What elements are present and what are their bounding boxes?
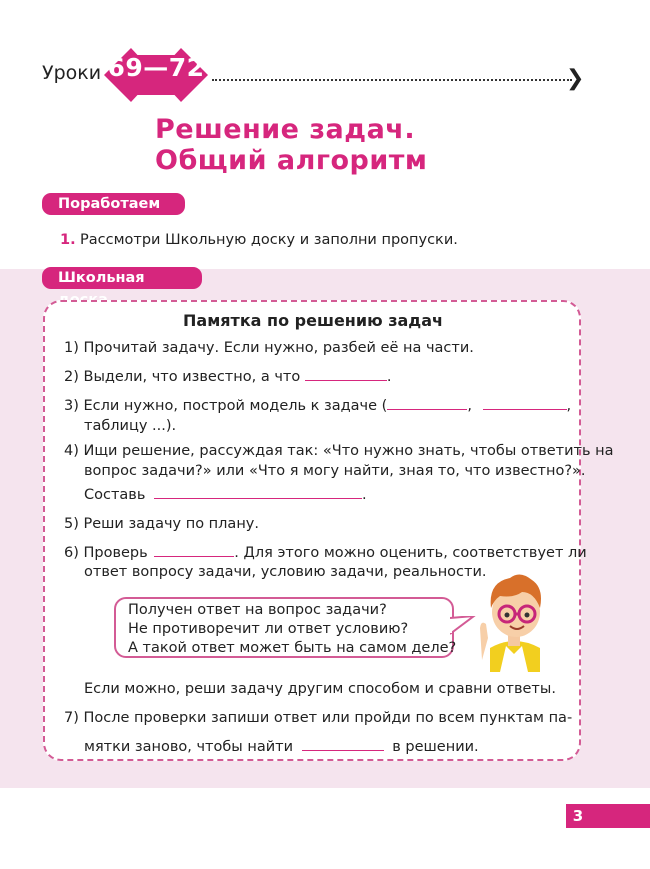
blank-field[interactable] bbox=[483, 396, 567, 410]
arrow-right-icon: ❯ bbox=[566, 66, 585, 91]
dotted-line bbox=[212, 79, 572, 81]
blank-field[interactable] bbox=[154, 543, 234, 557]
step-4-line-1: 4) Ищи решение, рассуждая так: «Что нужно знать, чтобы ответить на bbox=[64, 443, 614, 459]
blank-field[interactable] bbox=[387, 396, 467, 410]
step-2-end: . bbox=[386, 369, 392, 385]
board-heading: Памятка по решению задач bbox=[183, 311, 443, 330]
step-7-line-2 bbox=[84, 737, 479, 758]
step-3-end: , bbox=[566, 398, 572, 414]
title-line-2: Общий алгоритм bbox=[155, 145, 428, 176]
bubble-line-1: Получен ответ на вопрос задачи? bbox=[128, 602, 387, 618]
compose-line bbox=[84, 485, 367, 506]
step-1: 1) Прочитай задачу. Если нужно, разбей её на части. bbox=[64, 340, 474, 356]
task-text: Рассмотри Школьную доску и заполни пропуски. bbox=[80, 232, 458, 248]
bubble-line-3: А такой ответ может быть на самом деле? bbox=[128, 640, 457, 656]
lessons-word: Уроки bbox=[42, 62, 102, 84]
step-6-line-1 bbox=[64, 543, 587, 564]
bubble-line-2: Не противоречит ли ответ условию? bbox=[128, 621, 409, 637]
step-6-cont: . Для этого можно оценить, соответствует ли bbox=[234, 545, 587, 561]
step-4-line-2: вопрос задачи?» или «Что я могу найти, зная то, что известно?». bbox=[84, 463, 586, 479]
page-title bbox=[155, 114, 428, 176]
step-7-end: в решении. bbox=[392, 739, 479, 755]
boy-character-icon bbox=[474, 568, 554, 672]
section-label-board: Школьная bbox=[42, 267, 202, 289]
section-label-work: Поработаем bbox=[42, 193, 185, 215]
compose-end: . bbox=[362, 487, 367, 503]
step-3-text: 3) Если нужно, построй модель к задаче ( bbox=[64, 398, 388, 414]
step-2 bbox=[64, 367, 391, 388]
step-2-text: 2) Выдели, что известно, а что bbox=[64, 369, 301, 385]
step-6-line-2: ответ вопросу задачи, условию задачи, реальности. bbox=[84, 564, 487, 580]
step-3 bbox=[64, 396, 571, 417]
step-5: 5) Реши задачу по плану. bbox=[64, 516, 259, 532]
step-7-text: мятки заново, чтобы найти bbox=[84, 739, 294, 755]
title-line-1: Решение задач. bbox=[155, 114, 416, 145]
bubble-text bbox=[128, 601, 456, 658]
step-3-cont: таблицу ...). bbox=[84, 418, 177, 434]
page-number: 3 bbox=[572, 807, 584, 825]
task-number: 1. bbox=[60, 232, 76, 248]
blank-field[interactable] bbox=[305, 367, 387, 381]
step-7-line-1: 7) После проверки запиши ответ или пройди по всем пунктам па- bbox=[64, 710, 573, 726]
lessons-range: 69—72 bbox=[107, 53, 205, 82]
step-6-text: 6) Проверь bbox=[64, 545, 148, 561]
compose-text: Составь bbox=[84, 487, 146, 503]
blank-field[interactable] bbox=[302, 737, 384, 751]
step-3-sep: , bbox=[467, 398, 472, 414]
alt-method: Если можно, реши задачу другим способом и сравни ответы. bbox=[84, 681, 556, 697]
blank-field[interactable] bbox=[154, 485, 362, 499]
